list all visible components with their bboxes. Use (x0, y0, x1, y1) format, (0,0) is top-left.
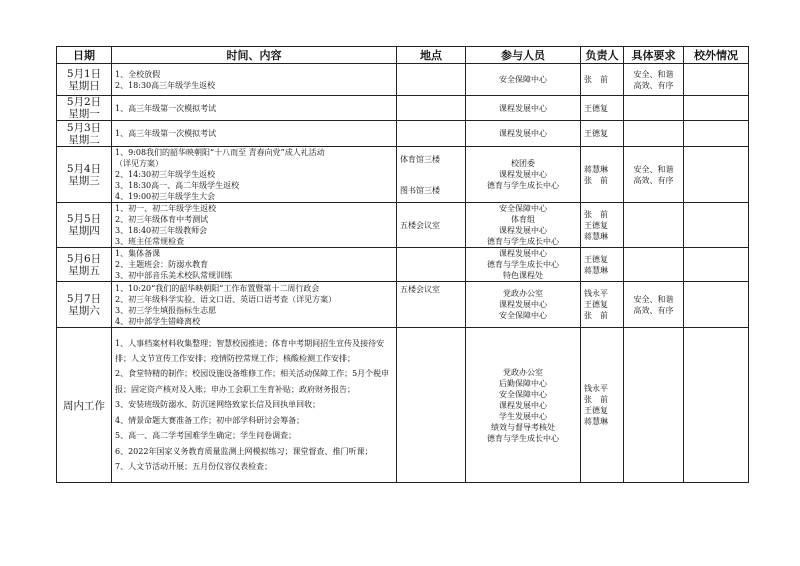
responsible-cell (581, 282, 624, 328)
responsible-cell (581, 96, 624, 121)
participants-cell (466, 147, 581, 203)
external-cell (684, 121, 749, 147)
requirement: 安全、和谐 (633, 164, 674, 174)
location-text: 体育馆三楼 (400, 154, 440, 164)
content-line: 3、初三学生填报指标生志愿 (115, 305, 217, 315)
responsible-person: 王德复 (584, 300, 608, 309)
weekday-text: 星期日 (68, 79, 100, 92)
participant: 安全保障中心 (499, 311, 547, 320)
weekly-participants-cell (466, 328, 581, 483)
weekly-item: 1、人事档案材料收集整理；智慧校园推进；体育中考期间招生宣传及接待安排；人文节宣传工作安排；疫情防控常规工作；核酸检测工作安排； (115, 338, 385, 364)
content-line: 3、18:40初三年级教师会 (115, 226, 208, 235)
content-line: 1、10:20“我们的韶华映朝阳”工作布置暨第十二周行政会 (115, 283, 320, 293)
content-cell (112, 203, 397, 248)
participant: 课程发展中心 (499, 226, 547, 235)
responsible-person: 王德复 (584, 129, 608, 138)
responsible-cell (581, 203, 624, 248)
date-text: 5月3日 (66, 121, 102, 134)
external-cell (684, 203, 749, 248)
content-line: 2、18:30高三年级学生返校 (115, 80, 216, 90)
header-content: 时间、内容 (112, 47, 397, 64)
weekly-requirements-cell (624, 328, 684, 483)
content-line: 2、主题班会：防溺水教育 (115, 260, 209, 269)
external-cell (684, 147, 749, 203)
date-cell (57, 121, 112, 147)
weekday-text: 星期五 (68, 264, 100, 277)
requirements-cell (624, 64, 684, 96)
date-text: 5月5日 (66, 213, 102, 225)
date-text: 5月7日 (66, 292, 102, 305)
requirements-cell (624, 282, 684, 328)
participant: 绩效与督导考核处 (491, 422, 555, 432)
responsible-person: 蒋慧琳 (584, 265, 608, 275)
participant: 安全保障中心 (499, 75, 547, 84)
header-date: 日期 (57, 47, 112, 64)
participants-cell (466, 203, 581, 248)
external-cell (684, 282, 749, 328)
content-line: 4、初中部学生错峰离校 (115, 316, 201, 326)
header-external: 校外情况 (684, 47, 749, 64)
location-text: 五楼会议室 (400, 285, 440, 294)
weekly-item: 2、食堂特精的制作；校园设施设备维修工作；相关活动保障工作；5月个税申报；固定资产核对及入账；申办工会职工生育补贴；政府财务报告； (115, 369, 390, 394)
header-requirements: 具体要求 (624, 47, 684, 64)
content-line: 3、班主任常规检查 (115, 237, 185, 246)
requirement: 高效、有序 (633, 80, 674, 90)
location-cell (397, 121, 466, 147)
location-cell (397, 96, 466, 121)
requirements-cell (624, 121, 684, 147)
responsible-person: 张 前 (584, 75, 608, 84)
weekly-item: 7、人文节活动开展；五月份仪容仪表检查； (115, 461, 273, 471)
weekly-content-cell (112, 328, 397, 483)
date-cell (57, 96, 112, 121)
table-row (57, 121, 749, 147)
responsible-cell (581, 147, 624, 203)
content-line: 1、高三年级第一次模拟考试 (115, 129, 217, 138)
requirements-cell (624, 203, 684, 248)
responsible-person: 蒋慧琳 (584, 231, 608, 241)
weekly-item: 5、高一、高二学考国难学生确定；学生问卷调查； (115, 431, 297, 441)
date-text: 5月6日 (66, 252, 102, 265)
location-cell (397, 64, 466, 96)
date-text: 5月4日 (66, 162, 102, 175)
weekly-location-cell (397, 328, 466, 483)
responsible-cell (581, 64, 624, 96)
responsible-person: 钱永平 (584, 289, 608, 298)
content-cell (112, 96, 397, 121)
participant: 课程发展中心 (499, 400, 547, 410)
participant: 德育与学生成长中心 (487, 433, 559, 443)
content-cell (112, 282, 397, 328)
content-line: 4、19:00初三年级学生大会 (115, 192, 216, 201)
external-cell (684, 248, 749, 282)
responsible-person: 张 前 (584, 311, 608, 320)
content-cell (112, 248, 397, 282)
responsible-person: 钱永平 (584, 384, 608, 393)
weekly-external-cell (684, 328, 749, 483)
content-cell (112, 64, 397, 96)
responsible-cell (581, 248, 624, 282)
participant: 学生发展中心 (499, 411, 547, 421)
header-row (57, 47, 749, 64)
content-line: 1、9:08我们的韶华映朝阳“十八而至 青春向党”成人礼活动 (115, 148, 325, 157)
weekday-text: 星期四 (68, 225, 100, 237)
content-cell (112, 147, 397, 203)
participant: 课程发展中心 (499, 300, 547, 309)
weekly-responsible-cell (581, 328, 624, 483)
participant: 课程发展中心 (499, 249, 547, 258)
weekday-text: 星期一 (68, 108, 100, 120)
content-line: 3、18:30高一、高二年级学生返校 (115, 181, 240, 190)
participants-cell (466, 248, 581, 282)
header-participants: 参与人员 (466, 47, 581, 64)
content-line: （详见方案） (115, 159, 163, 168)
weekly-row (57, 328, 749, 483)
date-cell (57, 64, 112, 96)
weekday-text: 星期二 (68, 133, 100, 146)
header-responsible: 负责人 (581, 47, 624, 64)
responsible-person: 王德复 (584, 103, 608, 113)
participant: 安全保障中心 (499, 389, 547, 399)
weekly-label-cell (57, 328, 112, 483)
requirements-cell (624, 248, 684, 282)
participants-cell (466, 64, 581, 96)
content-line: 1、高三年级第一次模拟考试 (115, 103, 217, 113)
location-text: 图书馆三楼 (400, 185, 440, 195)
content-line: 1、集体备课 (115, 249, 161, 258)
requirement: 高效、有序 (633, 305, 674, 315)
location-cell (397, 147, 466, 203)
participant: 课程发展中心 (499, 129, 547, 138)
header-location: 地点 (397, 47, 466, 64)
table-row (57, 248, 749, 282)
participants-cell (466, 121, 581, 147)
participant: 党政办公室 (503, 367, 543, 377)
location-cell (397, 248, 466, 282)
date-cell (57, 147, 112, 203)
participants-cell (466, 282, 581, 328)
date-text: 5月2日 (66, 96, 102, 108)
participant: 党政办公室 (503, 289, 543, 298)
content-line: 3、初中部音乐美术校队常规训练 (115, 271, 233, 280)
weekday-text: 星期六 (68, 304, 100, 317)
table-row (57, 147, 749, 203)
participants-cell (466, 96, 581, 121)
location-text: 五楼会议室 (400, 220, 440, 230)
responsible-person: 王德复 (584, 406, 608, 415)
responsible-person: 蒋慧琳 (584, 417, 608, 426)
schedule-table (56, 46, 749, 483)
content-cell (112, 121, 397, 147)
weekly-label: 周内工作 (63, 399, 105, 412)
participant: 课程发展中心 (499, 103, 547, 113)
participant: 特色课程处 (503, 271, 543, 280)
responsible-person: 蒋慧琳 (584, 164, 608, 174)
location-cell (397, 203, 466, 248)
responsible-person: 张 前 (584, 209, 608, 219)
date-cell (57, 203, 112, 248)
location-cell (397, 282, 466, 328)
participant: 德育与学生成长中心 (487, 181, 559, 190)
content-line: 1、全校放假 (115, 69, 161, 79)
responsible-cell (581, 121, 624, 147)
participant: 德育与学生成长中心 (487, 260, 559, 269)
participant: 安全保障中心 (499, 204, 547, 213)
table-row (57, 282, 749, 328)
participant: 体育组 (511, 215, 535, 224)
content-line: 2、初三年级体育中考测试 (115, 215, 209, 224)
external-cell (684, 96, 749, 121)
table-row (57, 96, 749, 121)
responsible-person: 张 前 (584, 395, 608, 404)
responsible-person: 王德复 (584, 220, 608, 230)
content-line: 1、初一、初二年级学生返校 (115, 204, 217, 213)
participant: 后勤保障中心 (499, 378, 547, 388)
requirement: 安全、和谐 (633, 294, 674, 304)
responsible-person: 王德复 (584, 254, 608, 264)
weekly-item: 4、情景命题大赛准备工作；初中部学科研讨会筹备； (115, 415, 305, 425)
participant: 校团委 (511, 159, 535, 168)
participant: 德育与学生成长中心 (487, 237, 559, 246)
date-text: 5月1日 (66, 67, 102, 80)
responsible-person: 张 前 (584, 175, 608, 185)
requirement: 安全、和谐 (633, 69, 674, 79)
participant: 课程发展中心 (499, 170, 547, 179)
weekday-text: 星期三 (68, 174, 100, 187)
requirements-cell (624, 96, 684, 121)
external-cell (684, 64, 749, 96)
date-cell (57, 248, 112, 282)
weekly-item: 3、安装班级防溺水、防沉迷网络致家长信及回执单回收； (115, 400, 321, 410)
table-row (57, 203, 749, 248)
requirements-cell (624, 147, 684, 203)
requirement: 高效、有序 (633, 175, 674, 185)
table-row (57, 64, 749, 96)
content-line: 2、初三年级科学实验、语文口语、英语口语考查（详见方案） (115, 294, 337, 304)
content-line: 2、14:30初三年级学生返校 (115, 170, 216, 179)
weekly-item: 6、2022年国家义务教育质量监测上网模拟练习；课堂督查、推门听课； (115, 446, 373, 456)
date-cell (57, 282, 112, 328)
